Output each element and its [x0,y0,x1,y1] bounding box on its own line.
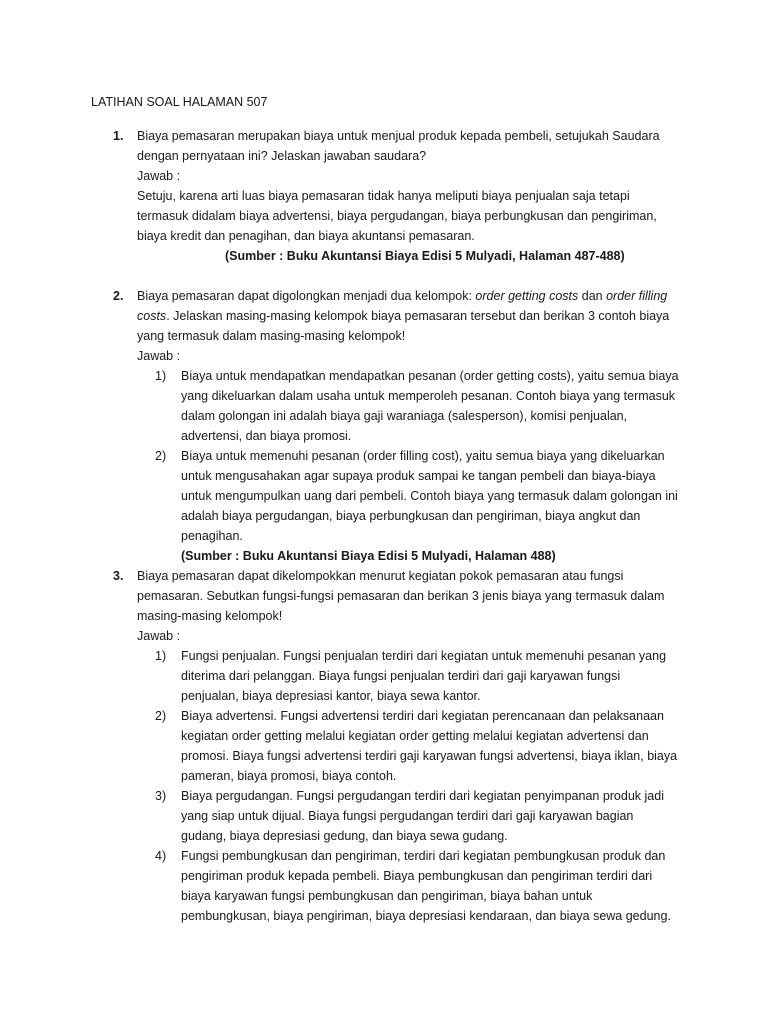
list-item-number: 1) [155,649,167,663]
list-item-number: 3) [155,789,167,803]
list-item-text: Fungsi pembungkusan dan pengiriman, terdiri dari kegiatan pembungkusan produk dan pengiriman produk kepada pembeli. Biaya pembungkusan dan pengiriman terdiri dari biaya karyawan fungsi pembungkusan dan pengiriman, biaya bahan untuk pembungkusan, biaya pengiriman, biaya depresiasi kendaraan, dan biaya sewa gedung. [181,849,671,923]
list-item-text: Biaya advertensi. Fungsi advertensi terdiri dari kegiatan perencanaan dan pelaksanaan kegiatan order getting melalui kegiatan order getting melalui kegiatan advertensi dan promosi. Biaya fungsi advertensi terdiri gaji karyawan fungsi advertensi, biaya iklan, biaya pameran, biaya promosi, biaya contoh. [181,709,678,783]
list-item-text: Biaya pergudangan. Fungsi pergudangan terdiri dari kegiatan penyimpanan produk jadi yang siap untuk dijual. Biaya fungsi pergudangan terdiri dari gaji karyawan bagian gudang, biaya depresiasi gedung, dan biaya sewa gudang. [181,789,664,843]
answer-label: Jawab : [137,629,181,643]
list-item-number: 2) [155,709,167,723]
answer-text: Setuju, karena arti luas biaya pemasaran tidak hanya meliputi biaya penjualan saja tetapi termasuk didalam biaya advertensi, biaya pergudangan, biaya perbungkusan dan pengiriman, biaya kredit dan penagihan, dan biaya akuntansi pemasaran. [137,189,657,243]
source-citation: (Sumber : Buku Akuntansi Biaya Edisi 5 Mulyadi, Halaman 488) [181,549,556,563]
list-item-text: Biaya untuk memenuhi pesanan (order filling cost), yaitu semua biaya yang dikeluarkan untuk mengusahakan agar supaya produk sampai ke tangan pembeli dan biaya-biaya untuk mengumpulkan uang dari pembeli. Contoh biaya yang termasuk dalam golongan ini adalah biaya pergudangan, biaya perbungkusan dan pengiriman, biaya angkut dan penagihan. [181,449,678,543]
source-citation: (Sumber : Buku Akuntansi Biaya Edisi 5 Mulyadi, Halaman 487-488) [225,249,625,263]
answer-list [137,366,677,546]
question-number: 3. [113,569,124,583]
question-text-part: . Jelaskan masing-masing kelompok biaya pemasaran tersebut dan berikan 3 contoh biaya yang termasuk dalam masing-masing kelompok! [137,309,670,343]
question-text-part: Biaya pemasaran dapat digolongkan menjadi dua kelompok: [137,289,476,303]
question-number: 1. [113,129,124,143]
list-item [155,786,681,846]
list-item [155,646,681,706]
answer-label: Jawab : [137,349,181,363]
list-item-number: 4) [155,849,167,863]
question-text: Biaya pemasaran merupakan biaya untuk menjual produk kepada pembeli, setujukah Saudara dengan pernyataan ini? Jelaskan jawaban saudara? [137,129,660,163]
list-item-number: 1) [155,369,167,383]
list-item-number: 2) [155,449,167,463]
answer-list [137,646,677,926]
list-item [155,846,681,926]
question-body [137,566,677,926]
list-item [155,706,681,786]
question-text-italic: order filling costs [137,289,668,323]
list-item-text: Fungsi penjualan. Fungsi penjualan terdiri dari kegiatan untuk memenuhi pesanan yang diterima dari pelanggan. Biaya fungsi penjualan terdiri dari gaji karyawan fungsi penjualan, biaya depresiasi kantor, biaya sewa kantor. [181,649,667,703]
question-text-part: dan [578,289,607,303]
question-2 [0,286,768,566]
question-text [137,286,677,346]
document-title: LATIHAN SOAL HALAMAN 507 [91,95,268,109]
question-text-italic: order getting costs [475,289,579,303]
answer-label: Jawab : [137,169,181,183]
question-text: Biaya pemasaran dapat dikelompokkan menurut kegiatan pokok pemasaran atau fungsi pemasaran. Sebutkan fungsi-fungsi pemasaran dan berikan 3 jenis biaya yang termasuk dalam masing-masing kelompok! [137,569,665,623]
list-item [155,366,681,446]
question-1 [0,126,768,266]
question-body [137,126,677,266]
list-item-text: Biaya untuk mendapatkan mendapatkan pesanan (order getting costs), yaitu semua biaya yang dikeluarkan dalam usaha untuk memperoleh pesanan. Contoh biaya yang termasuk dalam golongan ini adalah biaya gaji waraniaga (salesperson), komisi penjualan, advertensi, dan biaya promosi. [181,369,679,443]
question-number: 2. [113,289,124,303]
list-item [155,446,681,546]
question-body [137,286,677,566]
question-3 [0,566,768,926]
